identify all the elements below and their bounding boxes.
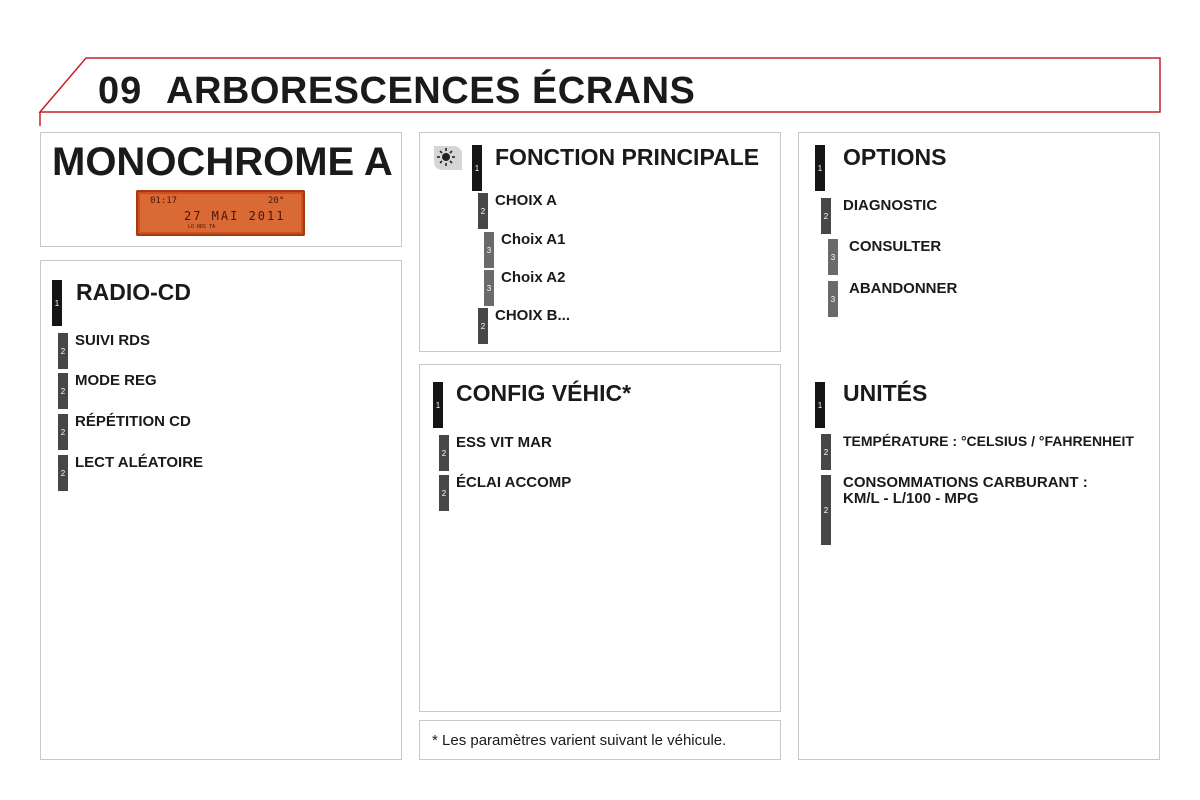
menu-item-choix-a1: Choix A1 — [501, 231, 566, 248]
level-2-marker: 2 — [439, 475, 449, 511]
level-1-marker: 1 — [52, 280, 62, 326]
level-1-marker: 1 — [472, 145, 482, 191]
menu-item-ess-vit-mar: ESS VIT MAR — [456, 434, 552, 451]
menu-item-suivi-rds: SUIVI RDS — [75, 332, 151, 349]
config-vehic-panel — [419, 364, 781, 712]
menu-item-mode-reg: MODE REG — [75, 372, 157, 389]
level-2-marker: 2 — [478, 193, 488, 229]
menu-item-repetition-cd: RÉPÉTITION CD — [75, 413, 191, 430]
level-2-marker: 2 — [821, 434, 831, 470]
level-1-marker: 1 — [815, 382, 825, 428]
level-2-marker: 2 — [478, 308, 488, 344]
chapter-number: 09 — [98, 70, 143, 112]
level-2-marker: 2 — [821, 475, 831, 545]
menu-item-consommations-line1: CONSOMMATIONS CARBURANT : — [843, 474, 1088, 491]
lcd-time: 01:17 — [150, 196, 178, 206]
menu-item-choix-a: CHOIX A — [495, 192, 557, 209]
options-title: OPTIONS — [843, 144, 947, 170]
config-vehic-title: CONFIG VÉHIC* — [456, 380, 632, 406]
menu-item-diagnostic: DIAGNOSTIC — [843, 197, 938, 214]
lcd-indicators: LO RDS TA — [188, 224, 216, 230]
level-2-marker: 2 — [58, 414, 68, 450]
unites-title: UNITÉS — [843, 380, 928, 406]
level-1-marker: 1 — [433, 382, 443, 428]
radio-cd-title: RADIO-CD — [76, 279, 191, 305]
menu-item-abandonner: ABANDONNER — [849, 280, 958, 297]
lcd-temperature: 20° — [268, 196, 285, 206]
level-2-marker: 2 — [58, 373, 68, 409]
lcd-display — [136, 190, 305, 236]
menu-item-eclai-accomp: ÉCLAI ACCOMP — [456, 474, 572, 491]
lcd-date: 27 MAI 2011 — [184, 209, 286, 223]
level-3-marker: 3 — [828, 239, 838, 275]
level-2-marker: 2 — [58, 333, 68, 369]
level-2-marker: 2 — [821, 198, 831, 234]
level-2-marker: 2 — [58, 455, 68, 491]
menu-item-temperature: TEMPÉRATURE : °CELSIUS / °FAHRENHEIT — [843, 433, 1134, 449]
menu-item-choix-a2: Choix A2 — [501, 269, 566, 286]
menu-item-consulter: CONSULTER — [849, 238, 942, 255]
menu-item-choix-b: CHOIX B... — [495, 307, 571, 324]
page-title: ARBORESCENCES ÉCRANS — [166, 70, 696, 112]
level-1-marker: 1 — [815, 145, 825, 191]
menu-item-consommations-line2: KM/L - L/100 - MPG — [843, 490, 979, 507]
footnote: * Les paramètres varient suivant le véhicule. — [432, 732, 727, 749]
level-3-marker: 3 — [484, 232, 494, 268]
fonction-principale-title: FONCTION PRINCIPALE — [495, 144, 760, 170]
settings-dial-icon — [430, 142, 462, 174]
level-3-marker: 3 — [828, 281, 838, 317]
level-2-marker: 2 — [439, 435, 449, 471]
menu-item-lect-aleatoire: LECT ALÉATOIRE — [75, 454, 204, 471]
level-3-marker: 3 — [484, 270, 494, 306]
monochrome-title: MONOCHROME A — [52, 140, 393, 184]
